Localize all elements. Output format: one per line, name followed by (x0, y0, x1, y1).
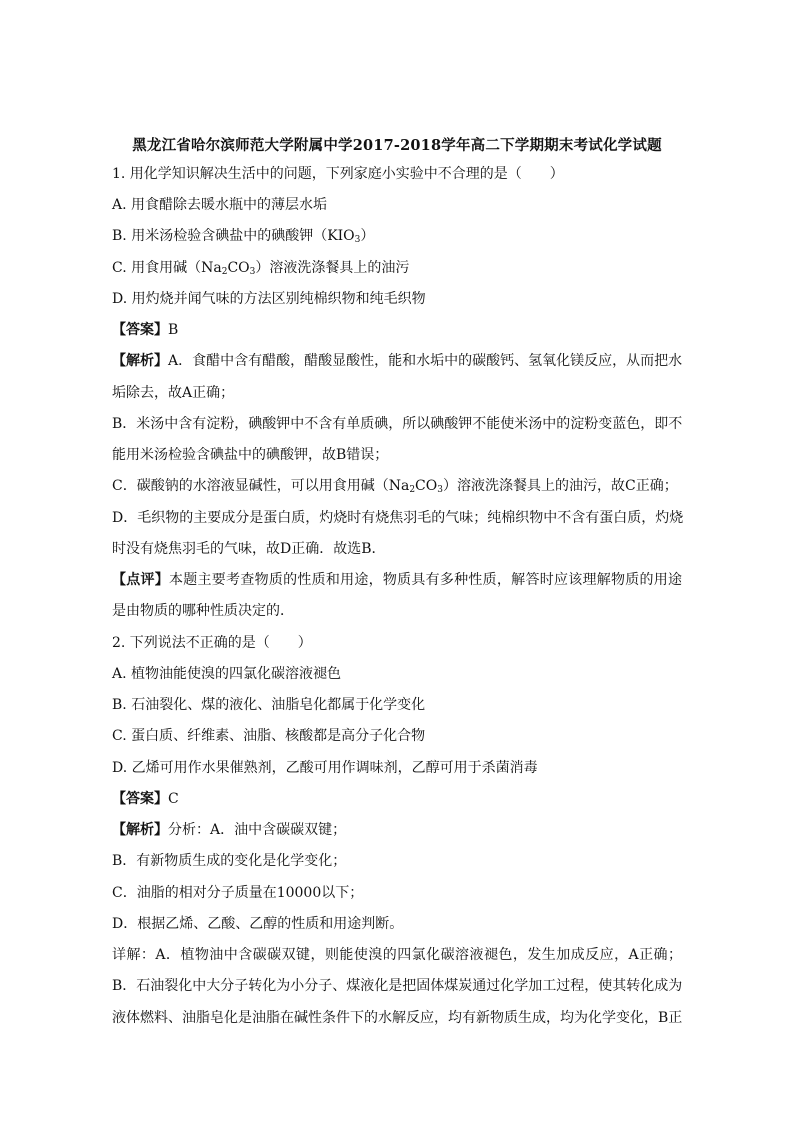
q2-analysis-2: B．有新物质生成的变化是化学变化； (112, 853, 347, 869)
q2-detail-2a: B．石油裂化中大分子转化为小分子、煤液化是把固体煤炭通过化学加工过程，使其转化成为 (112, 978, 683, 994)
q1-analysis-1a: 【解析】A．食醋中含有醋酸，醋酸显酸性，能和水垢中的碳酸钙、氢氧化镁反应，从而把水 (112, 353, 683, 369)
q2-detail-1: 详解：A．植物油中含碳碳双键，则能使溴的四氯化碳溶液褪色，发生加成反应，A正确； (112, 947, 682, 963)
q2-option-d: D. 乙烯可用作水果催熟剂，乙酸可用作调味剂，乙醇可用于杀菌消毒 (112, 760, 538, 776)
q1-answer: 【答案】B (112, 322, 179, 338)
q2-analysis-3: C．油脂的相对分子质量在10000以下； (112, 885, 364, 901)
q2-option-a: A. 植物油能使溴的四氯化碳溶液褪色 (112, 666, 342, 682)
q1-analysis-2a: B．米汤中含有淀粉，碘酸钾中不含有单质碘，所以碘酸钾不能使米汤中的淀粉变蓝色，即不 (112, 416, 683, 432)
q1-analysis-4a: D．毛织物的主要成分是蛋白质，灼烧时有烧焦羽毛的气味；纯棉织物中不含有蛋白质，灼烧 (112, 510, 684, 526)
q1-analysis-3: C．碳酸钠的水溶液显碱性，可以用食用碱$(Na_2CO_3)$溶液洗涤餐具上的油污，故C正确； (112, 478, 678, 495)
q2-analysis-4: D．根据乙烯、乙酸、乙醇的性质和用途判断。 (112, 916, 404, 932)
q1-option-a: A. 用食醋除去暖水瓶中的薄层水垢 (112, 197, 328, 213)
q1-analysis-4b: 时没有烧焦羽毛的气味，故D正确．故选B． (112, 541, 386, 557)
q1-option-c: C. 用食用碱$(Na_2CO_3)$溶液洗涤餐具上的油污 (112, 260, 410, 277)
q1-stem: 1. 用化学知识解决生活中的问题，下列家庭小实验中不合理的是（ ） (112, 166, 564, 182)
q1-option-d: D. 用灼烧并闻气味的方法区别纯棉织物和纯毛织物 (112, 291, 426, 307)
q2-answer: 【答案】C (112, 791, 179, 807)
q2-analysis-1: 【解析】分析：A．油中含碳碳双键； (112, 822, 347, 838)
q1-analysis-2b: 能用米汤检验含碘盐中的碘酸钾，故B错误； (112, 447, 389, 463)
q2-stem: 2. 下列说法不正确的是（ ） (112, 635, 312, 651)
q1-comment-a: 【点评】本题主要考查物质的性质和用途，物质具有多种性质，解答时应该理解物质的用途 (112, 572, 683, 588)
q1-option-b: B. 用米汤检验含碘盐中的碘酸钾$(KIO_3)$ (112, 228, 375, 245)
q2-detail-2b: 液体燃料、油脂皂化是油脂在碱性条件下的水解反应，均有新物质生成，均为化学变化，B正 (112, 1010, 683, 1026)
q1-comment-b: 是由物质的哪种性质决定的． (112, 603, 294, 619)
q1-analysis-1b: 垢除去，故A正确； (112, 385, 235, 401)
page-title: 黑龙江省哈尔滨师范大学附属中学2017-2018学年高二下学期期末考试化学试题 (132, 137, 662, 154)
q2-option-c: C. 蛋白质、纤维素、油脂、核酸都是高分子化合物 (112, 728, 426, 744)
q2-option-b: B. 石油裂化、煤的液化、油脂皂化都属于化学变化 (112, 697, 426, 713)
